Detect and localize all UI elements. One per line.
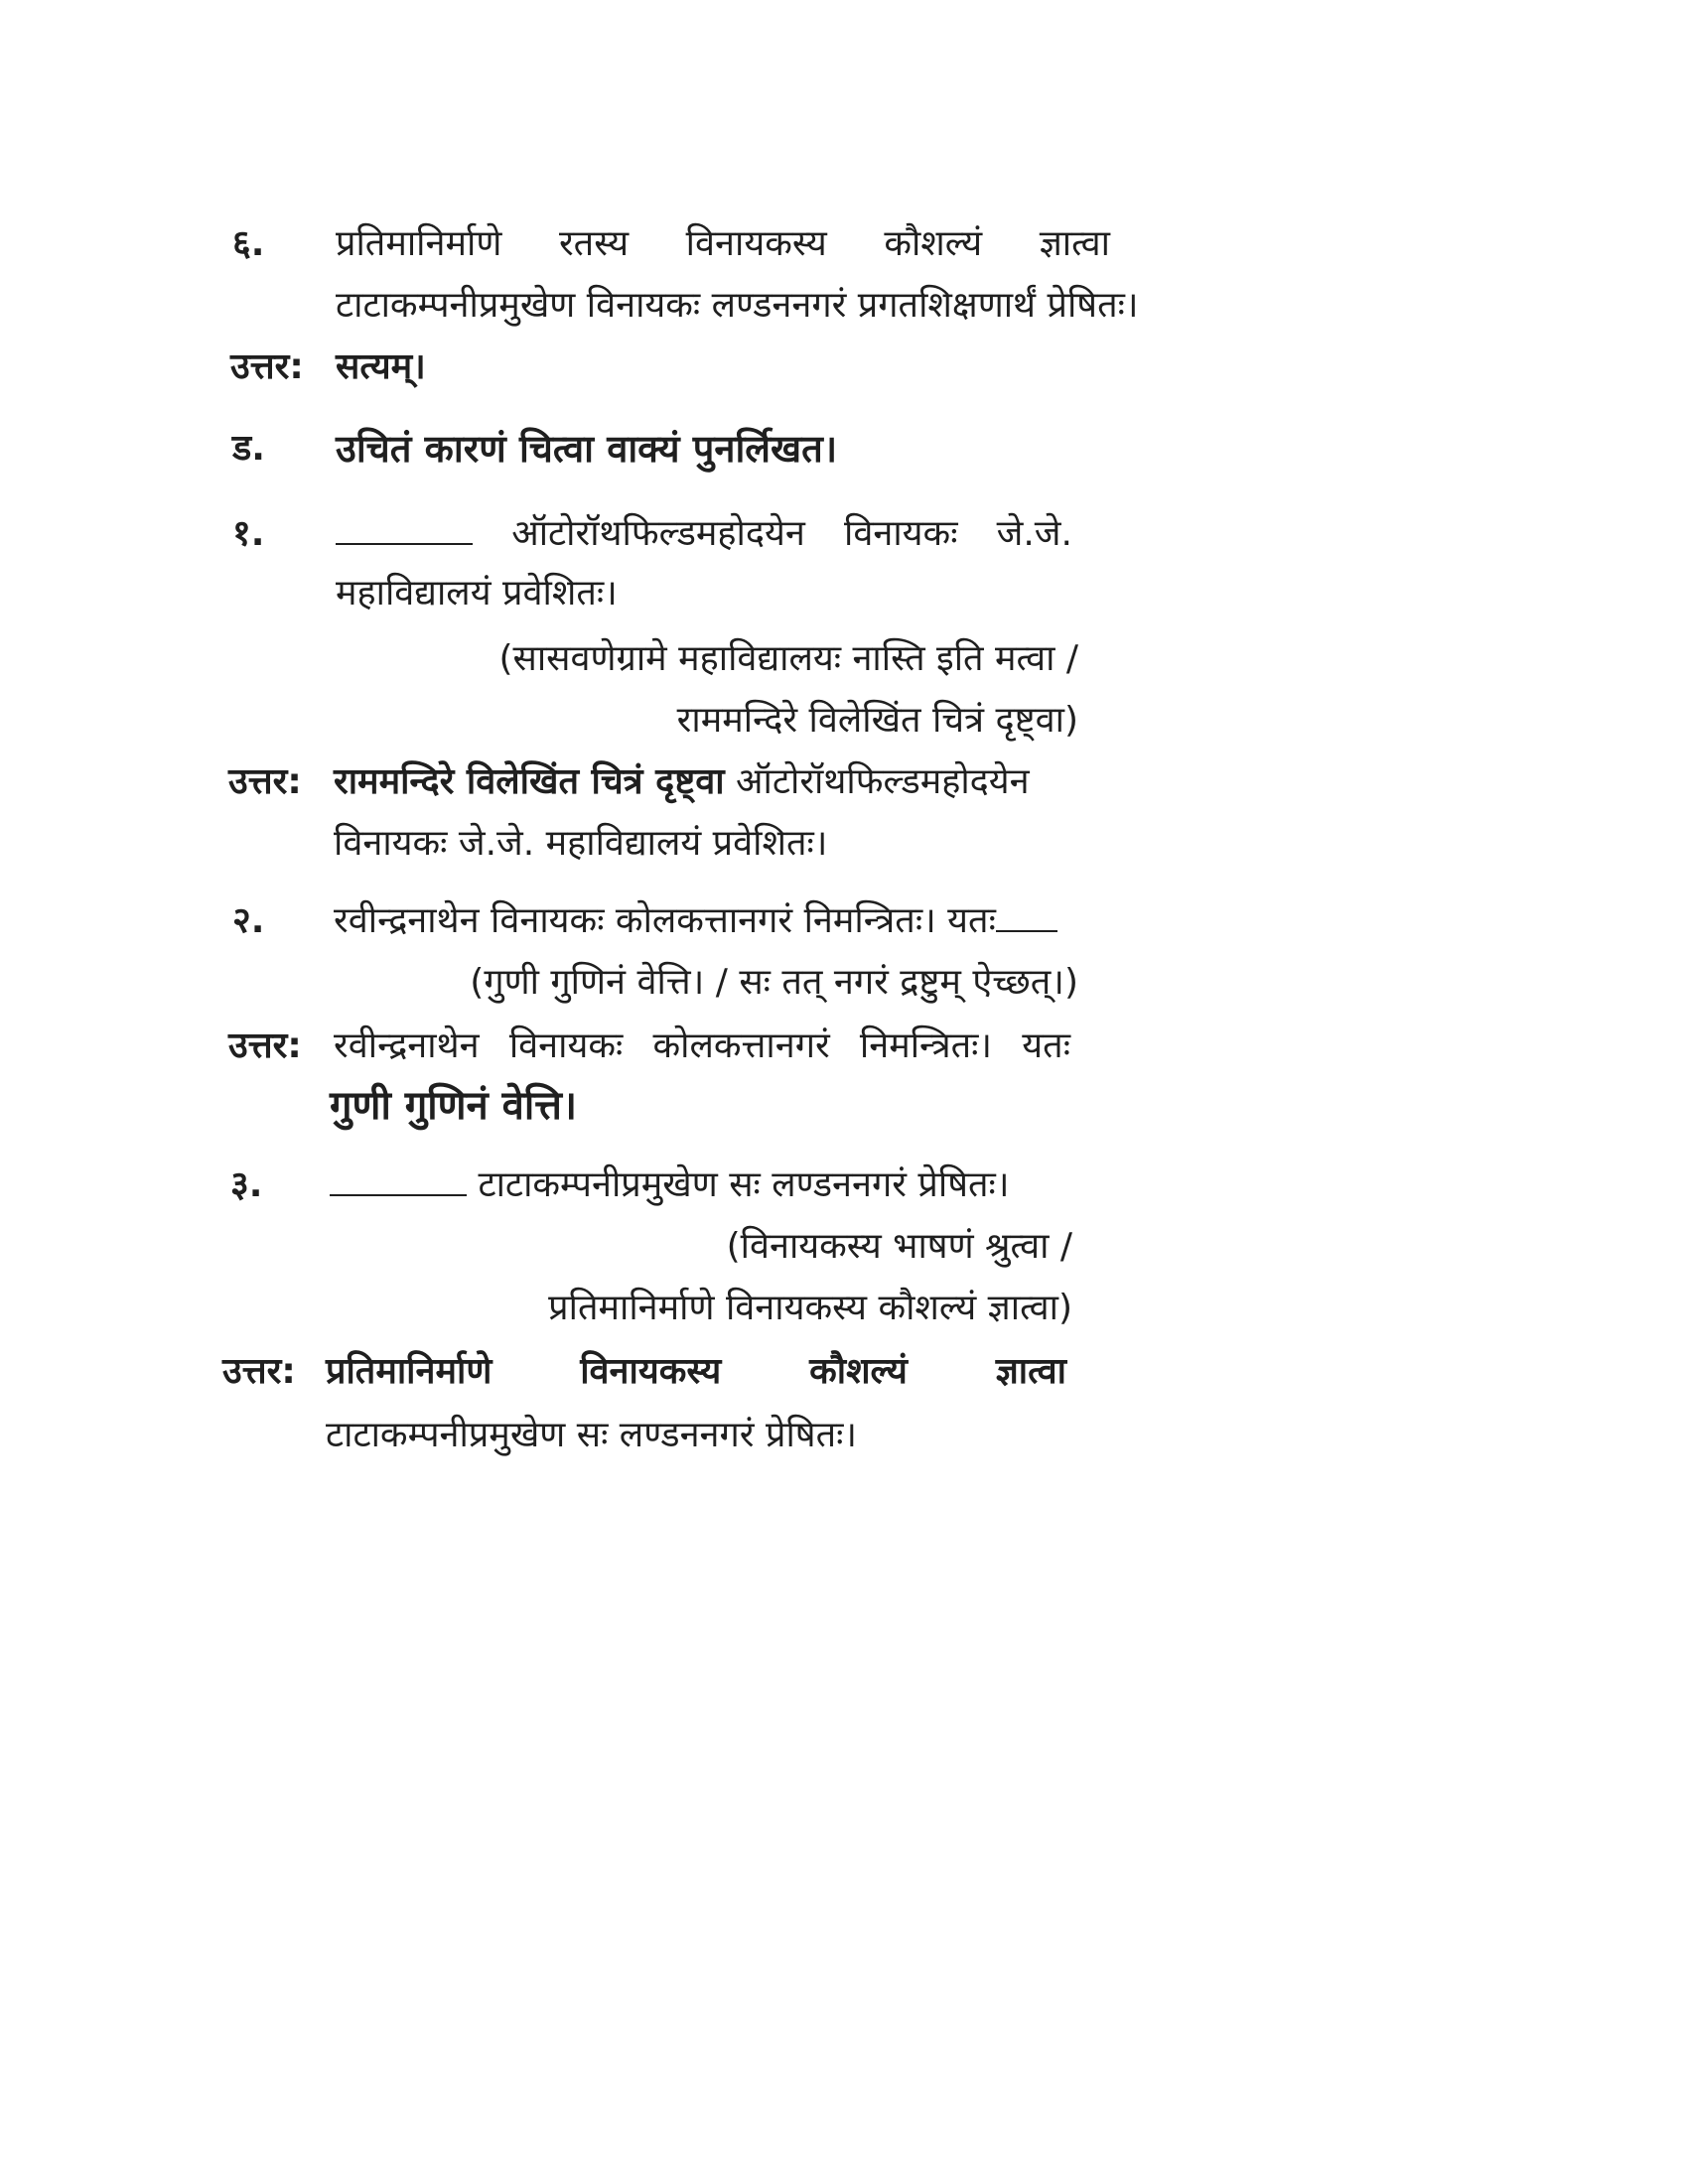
answer-line (334, 1023, 1070, 1070)
word: ज्ञात्वा (1039, 223, 1110, 264)
question-number: ३. (230, 1164, 263, 1205)
word: प्रतिमानिर्माणे (326, 1351, 492, 1392)
answer-bold-text: राममन्दिरे विलेखिंत चित्रं दृष्ट्वा (334, 761, 725, 802)
answer-line: टाटाकम्पनीप्रमुखेण सः लण्डननगरं प्रेषितः। (326, 1415, 858, 1455)
question-text: टाटाकम्पनीप्रमुखेण सः लण्डननगरं प्रेषितः। (478, 1164, 1010, 1205)
question-number: २. (232, 900, 265, 941)
word: कोलकत्तानगरं (652, 1025, 830, 1066)
options-line: प्रतिमानिर्माणे विनायकस्य कौशल्यं ज्ञात्वा) (548, 1288, 1072, 1328)
options-line: (गुणी गुणिनं वेत्ति। / सः तत् नगरं द्रष्टुम् ऐच्छत्।) (470, 962, 1078, 1003)
options-line: (विनायकस्य भाषणं श्रुत्वा / (726, 1226, 1072, 1267)
question-line: टाटाकम्पनीप्रमुखेण विनायकः लण्डननगरं प्रगतशिक्षणार्थं प्रेषितः। (336, 285, 1139, 326)
question-line (336, 220, 1110, 268)
word: जे.जे. (996, 513, 1072, 554)
word: रवीन्द्रनाथेन (334, 1025, 480, 1066)
word: कौशल्यं (809, 1351, 908, 1392)
answer-bold-text: गुणी गुणिनं वेत्ति। (330, 1083, 578, 1129)
word: ऑटोरॉथफिल्डमहोदयेन (511, 513, 805, 554)
answer-label: उत्तर: (222, 1351, 296, 1392)
answer-line (326, 1348, 1066, 1396)
question-number: ६. (232, 223, 265, 264)
options-line: राममन्दिरे विलेखिंत चित्रं दृष्ट्वा) (676, 700, 1078, 741)
question-number: १. (232, 513, 265, 554)
fill-blank (336, 510, 473, 558)
question-line (336, 510, 1072, 558)
word: निमन्त्रितः। (859, 1025, 993, 1066)
question-line (334, 897, 1057, 945)
answer-label: उत्तर: (230, 346, 304, 387)
word: यतः (1022, 1025, 1070, 1066)
fill-blank (996, 900, 1057, 941)
word: विनायकस्य (685, 223, 827, 264)
question-text: रवीन्द्रनाथेन विनायकः कोलकत्तानगरं निमन्त्रितः। यतः (334, 900, 996, 941)
answer-text: ऑटोरॉथफिल्डमहोदयेन (724, 761, 1030, 802)
answer-text: सत्यम्। (336, 346, 426, 387)
answer-label: उत्तर: (228, 761, 302, 802)
fill-blank (330, 1164, 467, 1205)
word: कौशल्यं (884, 223, 983, 264)
answer-line: विनायकः जे.जे. महाविद्यालयं प्रवेशितः। (334, 823, 828, 864)
answer-line (334, 758, 1030, 806)
word: विनायकस्य (580, 1351, 722, 1392)
section-number: ड. (232, 428, 265, 469)
word: विनायकः (508, 1025, 624, 1066)
answer-label: उत्तर: (228, 1025, 302, 1066)
question-line: महाविद्यालयं प्रवेशितः। (336, 573, 618, 614)
question-line (330, 1161, 1009, 1209)
word: प्रतिमानिर्माणे (336, 223, 502, 264)
options-line: (सासवणेग्रामे महाविद्यालयः नास्ति इति मत्वा / (498, 638, 1078, 679)
word: ज्ञात्वा (995, 1351, 1066, 1392)
word: रतस्य (558, 223, 630, 264)
word: विनायकः (844, 513, 958, 554)
section-heading: उचितं कारणं चित्वा वाक्यं पुनर्लिखत। (336, 427, 838, 471)
